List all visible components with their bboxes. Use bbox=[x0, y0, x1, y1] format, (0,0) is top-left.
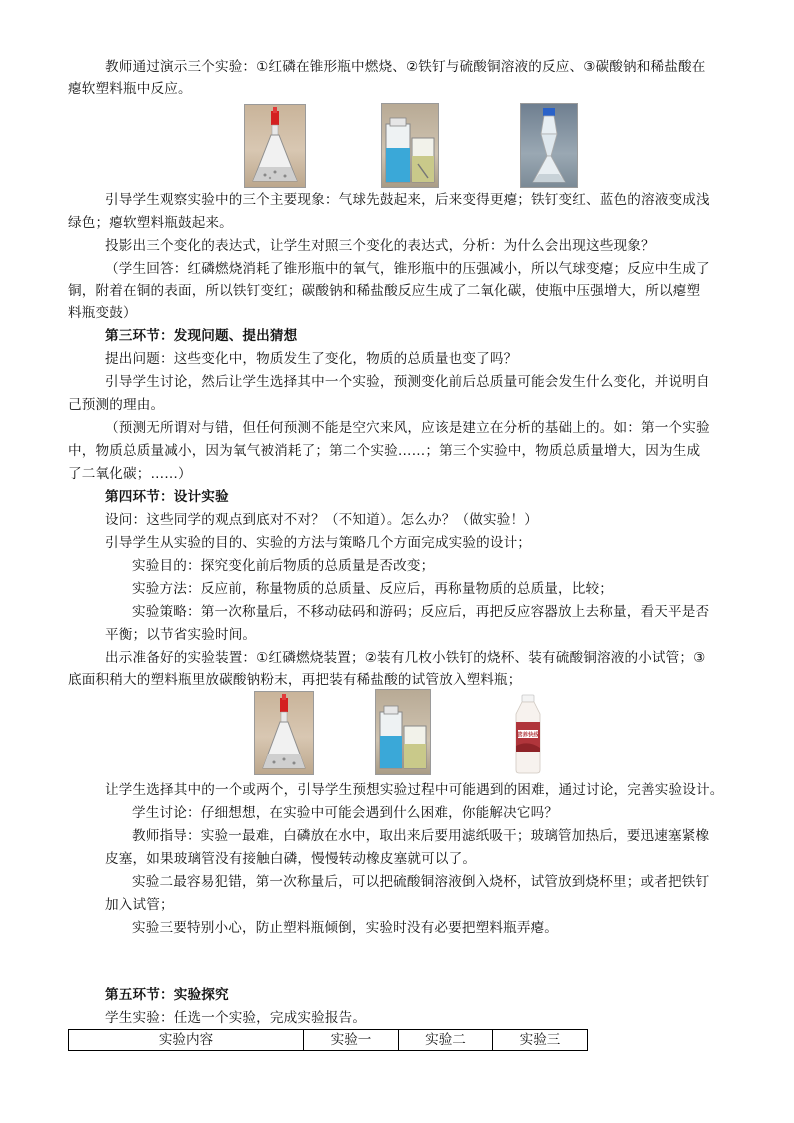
line-text: 己预测的理由。 bbox=[68, 397, 165, 413]
line-text: 实验二最容易犯错，第一次称量后，可以把硫酸铜溶液倒入烧杯，试管放到烧杯里；或者把铁钉 bbox=[132, 874, 710, 890]
line-text: 料瓶变鼓） bbox=[68, 305, 137, 321]
header-cell-content: 实验内容 bbox=[69, 1030, 304, 1051]
line-text: 实验策略：第一次称量后，不移动砝码和游码；反应后，再把反应容器放上去称量，看天平是否 bbox=[132, 604, 710, 620]
line-text: 学生讨论：仔细想想，在实验中可能会遇到什么困难，你能解决它吗？ bbox=[132, 805, 559, 821]
line-text: 绿色；瘪软塑料瓶鼓起来。 bbox=[68, 215, 233, 231]
line-text: 让学生选择其中的一个或两个，引导学生预想实验过程中可能遇到的困难，通过讨论，完善实验设计。 bbox=[105, 782, 724, 798]
line-text: 平衡；以节省实验时间。 bbox=[105, 627, 257, 643]
photo-beaker-test-tube bbox=[375, 689, 431, 775]
line-text: （预测无所谓对与错，但任何预测不能是空穴来风，应该是建立在分析的基础上的。如：第一个实验 bbox=[105, 420, 710, 436]
line-text: 底面积稍大的塑料瓶里放碳酸钠粉末，再把装有稀盐酸的试管放入塑料瓶； bbox=[68, 672, 522, 688]
line-text: 设问：这些同学的观点到底对不对？（不知道）。怎么办？（做实验！） bbox=[105, 512, 538, 528]
line-text: 实验方法：反应前，称量物质的总质量、反应后，再称量物质的总质量，比较； bbox=[132, 581, 614, 597]
line-text: 实验三要特别小心，防止塑料瓶倾倒，实验时没有必要把塑料瓶弄瘪。 bbox=[132, 920, 559, 936]
header-cell-exp2: 实验二 bbox=[399, 1030, 493, 1051]
header-cell-exp3: 实验三 bbox=[493, 1030, 588, 1051]
line-text: 第三环节：发现问题、提出猜想 bbox=[105, 328, 298, 344]
bottle-label: 营养快线 bbox=[516, 732, 540, 739]
line-text: 引导学生观察实验中的三个主要现象：气球先鼓起来，后来变得更瘪；铁钉变红、蓝色的溶液变成浅 bbox=[105, 192, 710, 208]
photo-red-phosphorus-apparatus bbox=[254, 691, 314, 775]
experiment-report-table bbox=[68, 1029, 588, 1051]
header-cell-exp1: 实验一 bbox=[304, 1030, 399, 1051]
line-text: 教师通过演示三个实验：①红磷在锥形瓶中燃烧、②铁钉与硫酸铜溶液的反应、③碳酸钠和稀盐酸在 bbox=[105, 59, 706, 75]
line-text: 了二氧化碳；……） bbox=[68, 466, 192, 482]
line-text: 投影出三个变化的表达式，让学生对照三个变化的表达式，分析：为什么会出现这些现象？ bbox=[105, 238, 655, 254]
line-text: （学生回答：红磷燃烧消耗了锥形瓶中的氧气，锥形瓶中的压强减小，所以气球变瘪；反应中生成了 bbox=[105, 261, 710, 277]
line-text: 出示准备好的实验装置：①红磷燃烧装置；②装有几枚小铁钉的烧杯、装有硫酸铜溶液的小试管；③ bbox=[105, 650, 706, 666]
line-text: 教师指导：实验一最难，白磷放在水中，取出来后要用滤纸吸干；玻璃管加热后，要迅速塞紧橡 bbox=[132, 828, 710, 844]
line-text: 学生实验：任选一个实验，完成实验报告。 bbox=[105, 1010, 367, 1026]
line-text: 中，物质总质量减小，因为氧气被消耗了；第二个实验……；第三个实验中，物质总质量增大，因为生成 bbox=[68, 443, 701, 459]
line-text: 皮塞，如果玻璃管没有接触白磷，慢慢转动橡皮塞就可以了。 bbox=[105, 851, 477, 867]
line-text: 铜，附着在铜的表面，所以铁钉变红；碳酸钠和稀盐酸反应生成了二氧化碳，使瓶中压强增大，所以瘪塑 bbox=[68, 283, 701, 299]
line-text: 引导学生讨论，然后让学生选择其中一个实验，预测变化前后总质量可能会发生什么变化，并说明自 bbox=[105, 374, 710, 390]
line-text: 第五环节：实验探究 bbox=[105, 987, 229, 1003]
line-text: 实验目的：探究变化前后物质的总质量是否改变； bbox=[132, 558, 435, 574]
photo-plastic-bottle bbox=[520, 103, 578, 188]
line-text: 第四环节：设计实验 bbox=[105, 489, 229, 505]
line-text: 瘪软塑料瓶中反应。 bbox=[68, 81, 192, 97]
line-text: 引导学生从实验的目的、实验的方法与策略几个方面完成实验的设计； bbox=[105, 535, 532, 551]
line-text: 提出问题：这些变化中，物质发生了变化，物质的总质量也变了吗？ bbox=[105, 351, 518, 367]
line-text: 加入试管； bbox=[105, 897, 174, 913]
photo-iron-copper-sulfate bbox=[381, 103, 439, 188]
photo-red-phosphorus-flask bbox=[244, 104, 306, 188]
photo-drink-bottle bbox=[510, 694, 546, 774]
table-row bbox=[69, 1030, 588, 1051]
